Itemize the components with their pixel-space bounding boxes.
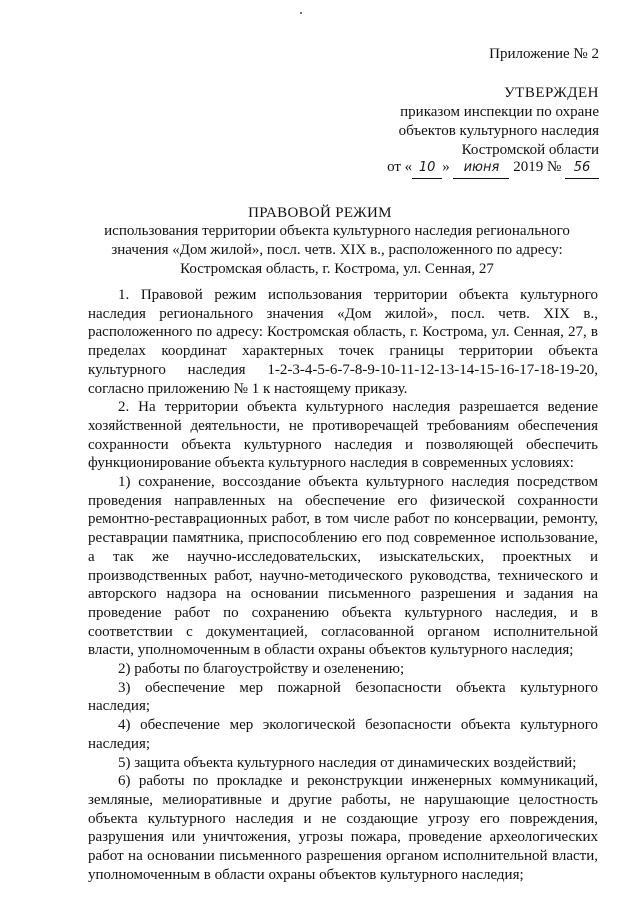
- list-item-4: 4) обеспечение мер экологической безопасности объекта культурного наследия;: [88, 717, 598, 752]
- order-number: 56: [573, 160, 591, 175]
- order-number-field: [565, 157, 599, 179]
- approved-heading: УТВЕРЖДЕН: [504, 85, 599, 101]
- date-day: 10: [418, 160, 436, 175]
- date-year: 2019 №: [513, 159, 562, 175]
- list-item-2: 2) работы по благоустройству и озеленению;: [118, 661, 405, 678]
- list-item-5: 5) защита объекта культурного наследия от динамических воздействий;: [118, 754, 577, 771]
- date-prefix: от «: [387, 159, 413, 175]
- document-body: [88, 286, 598, 885]
- order-line-2: объектов культурного наследия: [398, 123, 599, 139]
- date-month-field: [453, 157, 509, 179]
- list-item-1: 1) сохранение, воссоздание объекта культурного наследия посредством проведения направленных на обеспечение его физической сохранности ремонтно-реставрационных работ, в том числе работ по консервации, ремонту, реставрации памятника, приспособлению его под современное использование, а так же научно-исследовательских, изыскательских, проектных и производственных работ, научно-методического руководства, технического и авторского надзора на основании письменного разрешения и задания на проведение работ по сохранению объекта культурного наследия, и в соответствии с документацией, согласованной органом исполнительной власти, уполномоченным в области охраны объектов культурного наследия;: [88, 474, 598, 659]
- appendix-label: Приложение № 2: [489, 46, 599, 62]
- document-title: ПРАВОВОЙ РЕЖИМ: [248, 205, 392, 221]
- list-item-3: 3) обеспечение мер пожарной безопасности объекта культурного наследия;: [88, 679, 598, 715]
- paragraph-2: 2. На территории объекта культурного наследия разрешается ведение хозяйственной деятельности, не противоречащей требованиям обеспечения сохранности объекта культурного наследия и позволяющей обеспечить функционирование объекта культурного наследия в современных условиях:: [88, 399, 598, 472]
- date-mid: »: [442, 159, 450, 175]
- paragraph-1: 1. Правовой режим использования территории объекта культурного наследия регионального значения «Дом жилой», посл. четв. XIX в., расположенного по адресу: Костромская область, г. Кострома, ул. Сенная, 27, в пределах координат характерных точек границы территории объекта культурного наследия 1-2-3-4-5-6-7-8-9-10-11-12-13-14-15-16-17-18-19-20, согласно приложению № 1 к настоящему приказу.: [88, 287, 598, 397]
- date-month: июня: [463, 160, 500, 175]
- order-date-line: [387, 157, 599, 179]
- document-subtitle: использования территории объекта культурного наследия регионального значения «Дом жилой», посл. четв. XIX в., расположенного по адресу: Костромская область, г. Кострома, ул. Сенная, 27: [104, 223, 570, 277]
- order-line-1: приказом инспекции по охране: [400, 104, 599, 120]
- list-item-6: 6) работы по прокладке и реконструкции инженерных коммуникаций, земляные, мелиоративные и другие работы, не нарушающие целостность объекта культурного наследия и не создающие угрозу его повреждения, разрушения или уничтожения, угрозы пожара, проведение археологических работ на основании письменного разрешения органом исполнительной власти, уполномоченным в области охраны объектов культурного наследия;: [88, 773, 598, 883]
- date-day-field: [412, 157, 442, 179]
- order-line-3: Костромской области: [461, 142, 599, 158]
- scan-speck: [300, 12, 302, 14]
